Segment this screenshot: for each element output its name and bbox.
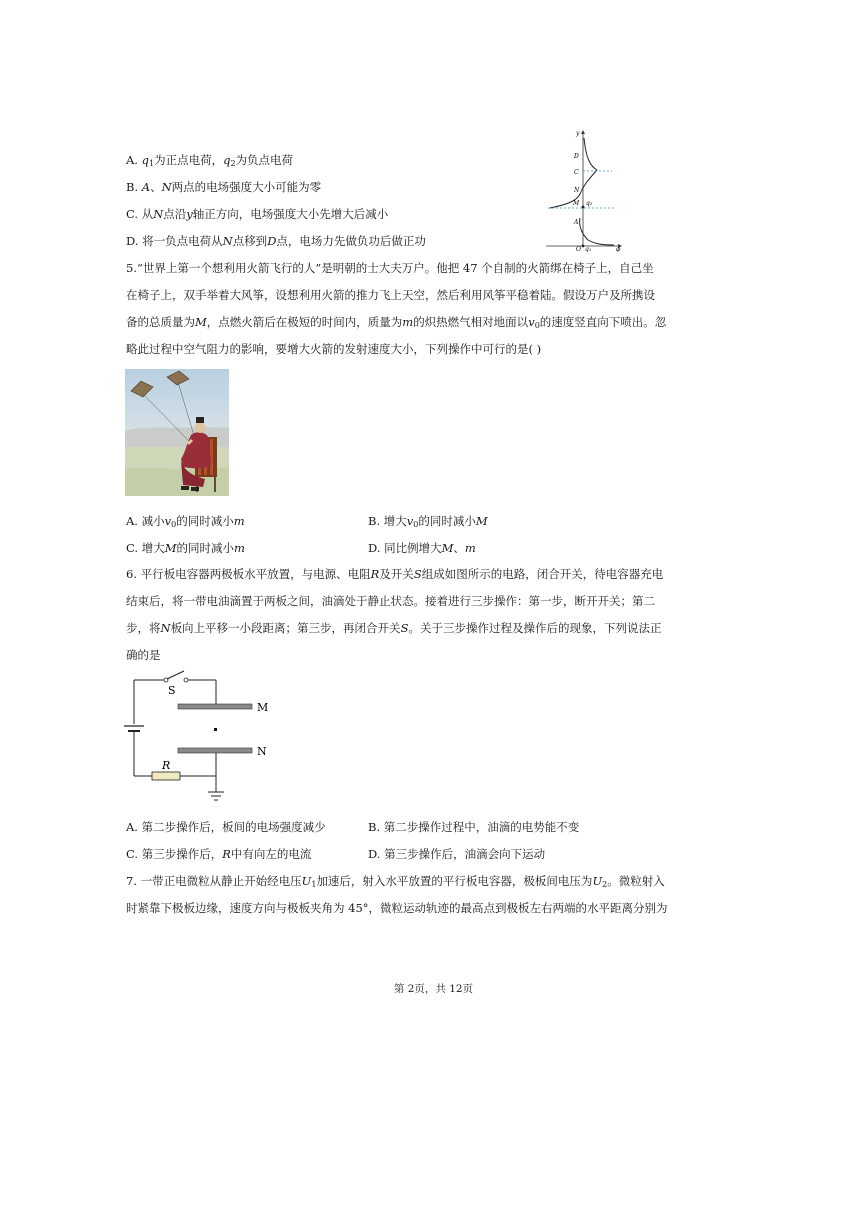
q6-option-b: B. 第二步操作过程中，油滴的电势能不变 <box>368 820 580 834</box>
q6-stem-line-2: 结束后，将一带电油滴置于两板之间，油滴处于静止状态。接着进行三步操作：第一步，断开开关；第二 <box>126 594 655 608</box>
q5-option-d: D. 同比例增大M、m <box>368 541 476 555</box>
q6-option-a: A. 第二步操作后，板间的电场强度减少 <box>126 820 326 834</box>
circuit-label-r: R <box>162 759 171 772</box>
circuit-label-s: S <box>168 684 176 697</box>
graph-label-phi: φ <box>616 246 621 252</box>
q6-stem-line-4: 确的是 <box>126 648 161 662</box>
graph-label-n: N <box>574 187 580 194</box>
q7-stem-line-1: 7. 一带正电微粒从静止开始经电压$U_1$加速后，射入水平放置的平行板电容器，极板间电压为$U_2$。微粒射入 <box>126 874 665 889</box>
graph-label-a: A <box>574 219 579 226</box>
q6-circuit-diagram <box>120 668 280 810</box>
q5-stem-line-2: 在椅子上，双手举着大风筝，设想利用火箭的推力飞上天空，然后利用风筝平稳着陆。假设万户及所携设 <box>126 288 655 302</box>
q6-stem-line-1: 6. 平行板电容器两极板水平放置，与电源、电阻R及开关S组成如图所示的电路，闭合开关，待电容器充电 <box>126 567 664 581</box>
wanhu-illustration <box>125 369 229 496</box>
q6-option-c: C. 第三步操作后，R中有向左的电流 <box>126 847 312 861</box>
graph-label-o: O <box>576 246 581 252</box>
q4-option-b: B. A、N两点的电场强度大小可能为零 <box>126 180 322 194</box>
q5-option-a: A. 减小$v_0$的同时减小m <box>126 514 245 529</box>
resistor-r-icon <box>152 772 180 780</box>
q5-stem-line-1: 5.“世界上第一个想利用火箭飞行的人”是明朝的士大夫万户。他把 47 个自制的火箭绑在椅子上，自己坐 <box>126 261 654 275</box>
switch-s-icon <box>167 671 184 679</box>
graph-label-d: D <box>574 153 579 160</box>
q4-option-a: A. $q_1$为正点电荷，$q_2$为负点电荷 <box>126 153 294 168</box>
graph-label-c: C <box>574 169 579 176</box>
circuit-label-n: N <box>257 745 267 758</box>
graph-label-y: y <box>576 130 580 137</box>
q5-option-c: C. 增大M的同时减小m <box>126 541 245 555</box>
capacitor-plate-m <box>178 704 252 709</box>
q5-stem-line-3: 备的总质量为M，点燃火箭后在极短的时间内，质量为m的炽热燃气相对地面以$v_0$的速度竖直向下喷出。忽 <box>126 315 667 330</box>
capacitor-plate-n <box>178 748 252 753</box>
circuit-label-m: M <box>257 701 269 714</box>
page-footer: 第 2页，共 12页 <box>393 983 474 995</box>
q5-option-b: B. 增大$v_0$的同时减小M <box>368 514 488 529</box>
q7-stem-line-2: 时紧靠下极板边缘，速度方向与极板夹角为 45°，微粒运动轨迹的最高点到极板左右两端的水平距离分别为 <box>126 901 668 915</box>
q4-option-d: D. 将一负点电荷从N点移到D点，电场力先做负功后做正功 <box>126 234 426 248</box>
q6-option-d: D. 第三步操作后，油滴会向下运动 <box>368 847 546 861</box>
q5-stem-line-4: 略此过程中空气阻力的影响，要增大火箭的发射速度大小，下列操作中可行的是( ) <box>126 342 542 356</box>
oil-drop <box>214 728 217 731</box>
q4-option-c: C. 从N点沿y轴正方向，电场强度大小先增大后减小 <box>126 207 389 221</box>
q6-stem-line-3: 步，将N板向上平移一小段距离；第三步，再闭合开关S。关于三步操作过程及操作后的现象，下列说法正 <box>126 621 662 635</box>
graph-label-m: M <box>573 200 580 207</box>
q4-potential-graph <box>540 128 625 252</box>
graph-label-q1: q₁ <box>585 246 592 252</box>
graph-label-q2: q₂ <box>586 200 593 207</box>
